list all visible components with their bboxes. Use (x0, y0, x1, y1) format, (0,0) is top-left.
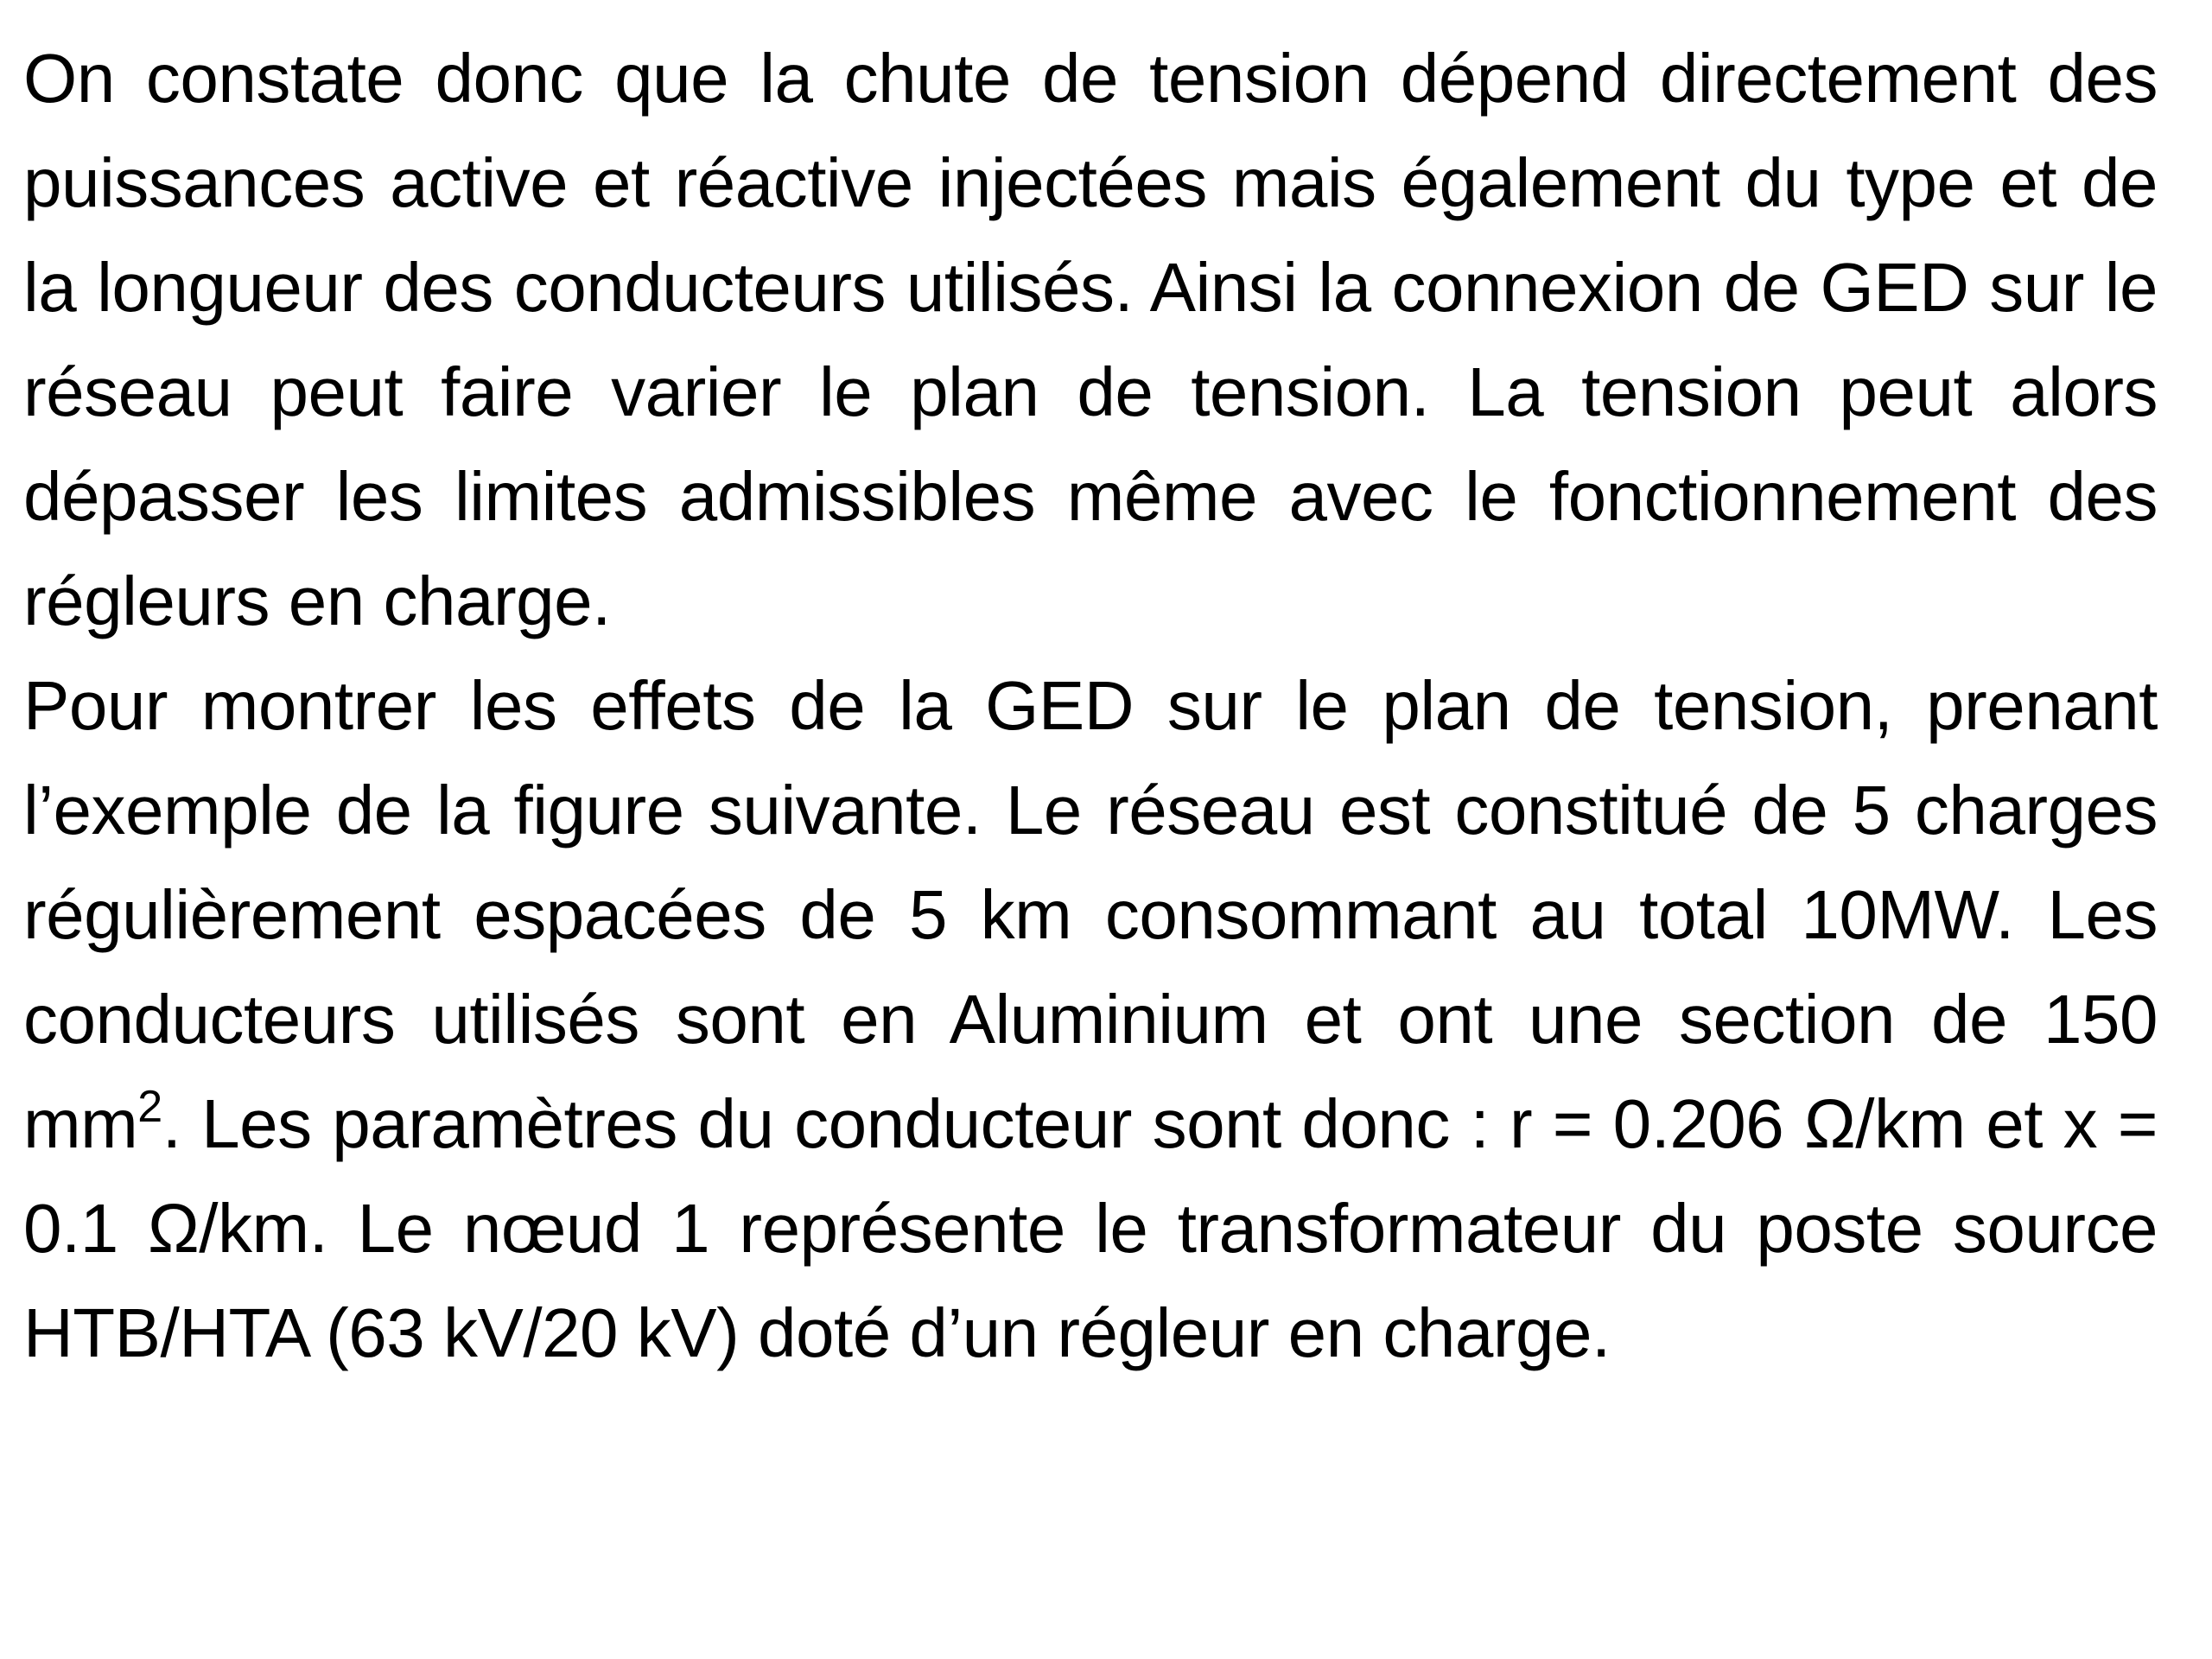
paragraph-1-text: On constate donc que la chute de tension dépend directement des puissances active et réactive injectées mais également du type et de la longueur des conducteurs utilisés. Ainsi la connexion de GED sur le réseau peut faire varier le plan de tension. La tension peut alors dépasser les limites admissibles même avec le fonctionnement des régleurs en charge. (23, 40, 2158, 639)
paragraph-voltage-drop (23, 26, 2158, 653)
paragraph-network-example (23, 653, 2158, 1385)
superscript-exponent: 2 (137, 1082, 162, 1132)
document-body (23, 26, 2158, 1385)
paragraph-2-text-start: Pour montrer les effets de la GED sur le plan de tension, prenant l’exemple de la figure suivante. Le réseau est constitué de 5 charges régulièrement espacées de 5 km consommant au total 10MW. Les conducteurs utilisés sont en Aluminium et ont une section de 150 mm (23, 667, 2158, 1162)
paragraph-2-text-end: . Les paramètres du conducteur sont donc : r = 0.206 Ω/km et x = 0.1 Ω/km. Le nœud 1 représente le transformateur du poste source HTB/HTA (63 kV/20 kV) doté d’un régleur en charge. (23, 1085, 2158, 1371)
